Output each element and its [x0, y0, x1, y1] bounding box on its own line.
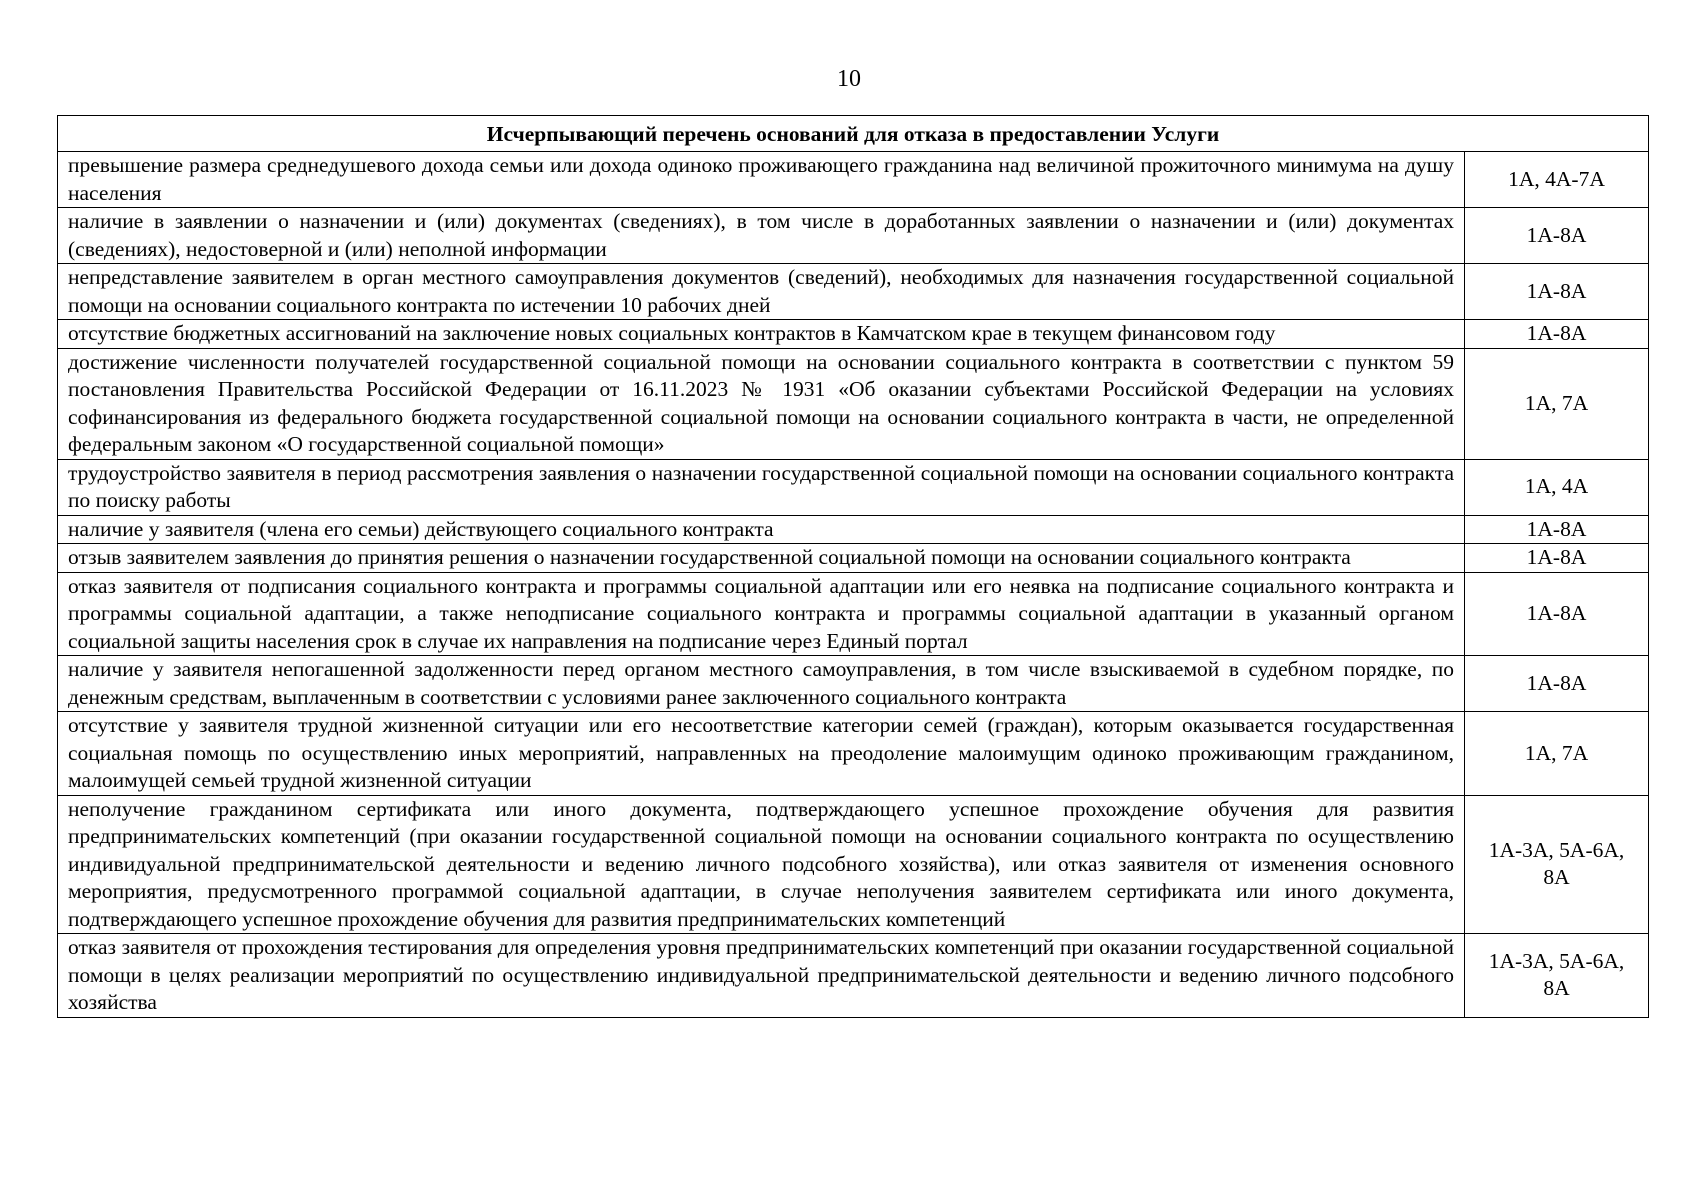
points-cell: 1А-3А, 5А-6А, 8А — [1465, 795, 1649, 934]
reason-cell: неполучение гражданином сертификата или иного документа, подтверждающего успешное прохождение обучения для развития предпринимательских компетенций (при оказании государственной социальной помощи на основании социального контракта по осуществлению индивидуальной предпринимательской деятельности и ведению личного подсобного хозяйства), или отказ заявителя от изменения основного мероприятия, предусмотренного программой социальной адаптации, в случае неполучения заявителем сертификата или иного документа, подтверждающего успешное прохождение обучения для развития предпринимательских компетенций — [58, 795, 1465, 934]
table-row — [58, 934, 1649, 1018]
reason-cell: наличие в заявлении о назначении и (или) документах (сведениях), в том числе в доработанных заявлении о назначении и (или) документах (сведениях), недостоверной и (или) неполной информации — [58, 208, 1465, 264]
table-row — [58, 320, 1649, 349]
refusal-grounds-table — [57, 115, 1649, 1018]
table-row — [58, 656, 1649, 712]
table-row — [58, 152, 1649, 208]
points-cell: 1А, 7А — [1465, 712, 1649, 796]
points-cell: 1А-8А — [1465, 264, 1649, 320]
table-row — [58, 264, 1649, 320]
reason-cell: отказ заявителя от прохождения тестирования для определения уровня предпринимательских компетенций при оказании государственной социальной помощи в целях реализации мероприятий по осуществлению индивидуальной предпринимательской деятельности и ведению личного подсобного хозяйства — [58, 934, 1465, 1018]
reason-cell: непредставление заявителем в орган местного самоуправления документов (сведений), необходимых для назначения государственной социальной помощи на основании социального контракта по истечении 10 рабочих дней — [58, 264, 1465, 320]
points-cell: 1А-8А — [1465, 572, 1649, 656]
table-row — [58, 795, 1649, 934]
table-row — [58, 515, 1649, 544]
points-cell: 1А, 7А — [1465, 348, 1649, 459]
reason-cell: отсутствие бюджетных ассигнований на заключение новых социальных контрактов в Камчатском крае в текущем финансовом году — [58, 320, 1465, 349]
table-row — [58, 348, 1649, 459]
table-row — [58, 712, 1649, 796]
reason-cell: трудоустройство заявителя в период рассмотрения заявления о назначении государственной социальной помощи на основании социального контракта по поиску работы — [58, 459, 1465, 515]
table-header: Исчерпывающий перечень оснований для отказа в предоставлении Услуги — [58, 116, 1649, 152]
points-cell: 1А-8А — [1465, 656, 1649, 712]
table-row — [58, 208, 1649, 264]
reason-cell: отсутствие у заявителя трудной жизненной ситуации или его несоответствие категории семей (граждан), которым оказывается государственная социальная помощь по осуществлению иных мероприятий, направленных на преодоление малоимущим одиноко проживающим гражданином, малоимущей семьей трудной жизненной ситуации — [58, 712, 1465, 796]
points-cell: 1А-8А — [1465, 515, 1649, 544]
reason-cell: наличие у заявителя (члена его семьи) действующего социального контракта — [58, 515, 1465, 544]
reason-cell: достижение численности получателей государственной социальной помощи на основании социального контракта в соответствии с пунктом 59 постановления Правительства Российской Федерации от 16.11.2023 № 1931 «Об оказании субъектами Российской Федерации на условиях софинансирования из федерального бюджета государственной социальной помощи на основании социального контракта в части, не определенной федеральным законом «О государственной социальной помощи» — [58, 348, 1465, 459]
points-cell: 1А, 4А-7А — [1465, 152, 1649, 208]
points-cell: 1А-8А — [1465, 208, 1649, 264]
reason-cell: наличие у заявителя непогашенной задолженности перед органом местного самоуправления, в том числе взыскиваемой в судебном порядке, по денежным средствам, выплаченным в соответствии с условиями ранее заключенного социального контракта — [58, 656, 1465, 712]
points-cell: 1А, 4А — [1465, 459, 1649, 515]
page-number: 10 — [837, 66, 861, 92]
reason-cell: превышение размера среднедушевого дохода семьи или дохода одиноко проживающего гражданина над величиной прожиточного минимума на душу населения — [58, 152, 1465, 208]
table-row — [58, 572, 1649, 656]
points-cell: 1А-8А — [1465, 544, 1649, 573]
table-row — [58, 544, 1649, 573]
points-cell: 1А-8А — [1465, 320, 1649, 349]
points-cell: 1А-3А, 5А-6А, 8А — [1465, 934, 1649, 1018]
table-row — [58, 459, 1649, 515]
table-header-row — [58, 116, 1649, 152]
reason-cell: отказ заявителя от подписания социального контракта и программы социальной адаптации или его неявка на подписание социального контракта и программы социальной адаптации, а также неподписание социального контракта и программы социальной адаптации в указанный органом социальной защиты населения срок в случае их направления на подписание через Единый портал — [58, 572, 1465, 656]
reason-cell: отзыв заявителем заявления до принятия решения о назначении государственной социальной помощи на основании социального контракта — [58, 544, 1465, 573]
